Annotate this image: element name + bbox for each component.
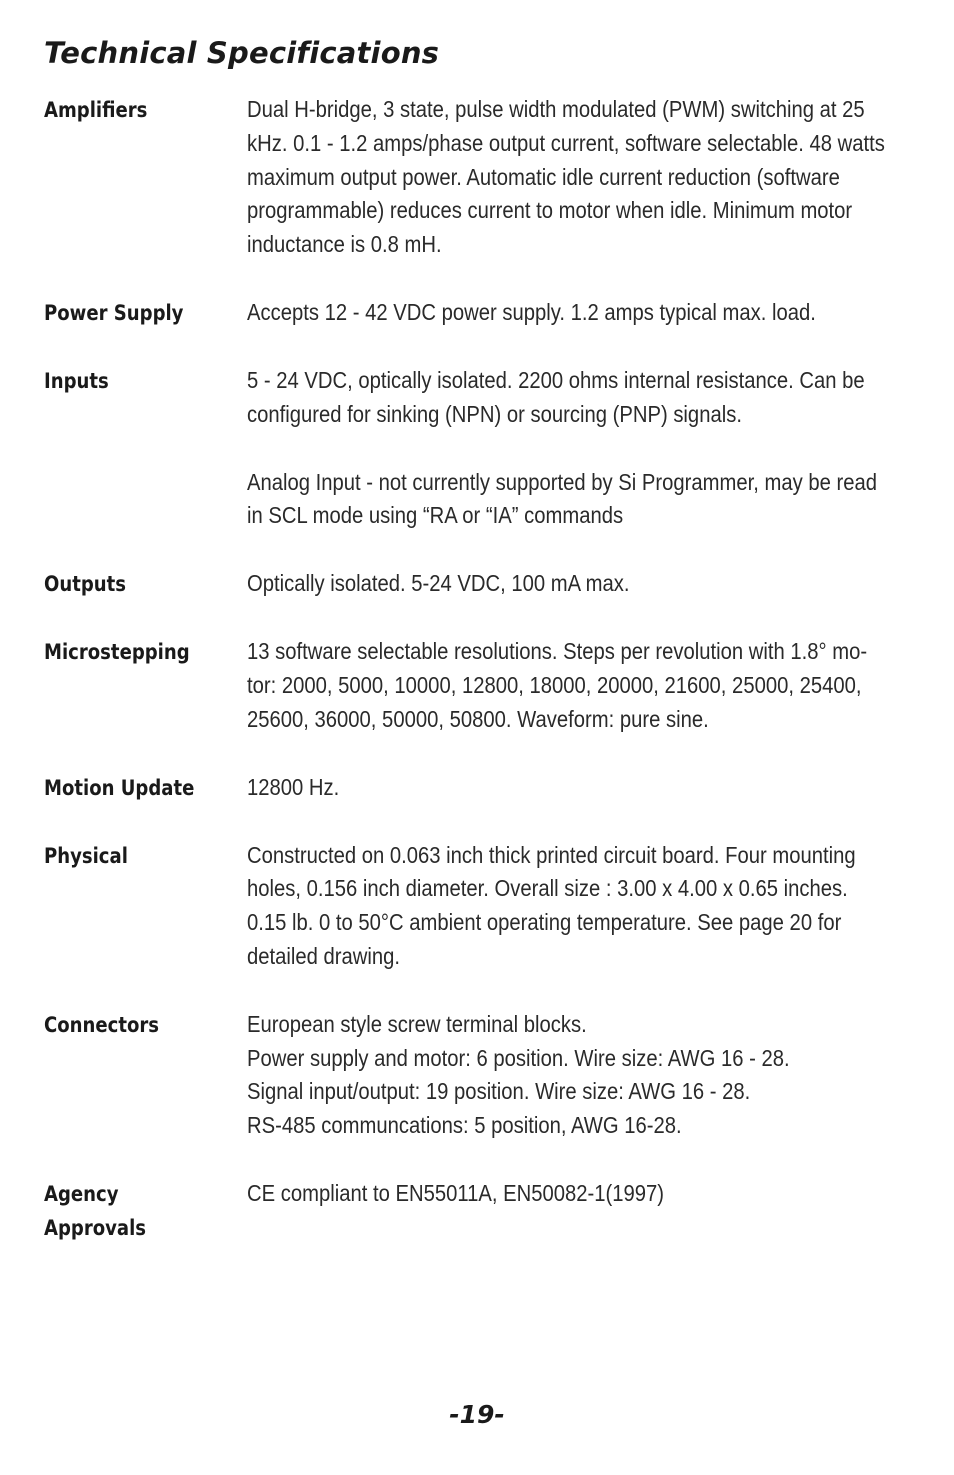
spec-text-line: Analog Input - not currently supported by Si Programmer, may be read [247, 468, 878, 495]
spec-description [247, 93, 924, 262]
spec-text-line: 25600, 36000, 50000, 50800. Waveform: pure sine. [247, 705, 709, 732]
spec-label [44, 1177, 219, 1245]
spec-text-line: 12800 Hz. [247, 773, 340, 800]
spec-row [44, 364, 924, 533]
spec-text-line: kHz. 0.1 - 1.2 amps/phase output current, software selectable. 48 watts [247, 129, 885, 156]
spec-description [247, 635, 924, 736]
spec-label [44, 771, 219, 805]
spec-text-line: Dual H-bridge, 3 state, pulse width modulated (PWM) switching at 25 [247, 96, 865, 122]
spec-row [44, 771, 924, 805]
spec-text-line: Constructed on 0.063 inch thick printed circuit board. Four mounting [247, 841, 856, 868]
spec-text-line: Power supply and motor: 6 position. Wire size: AWG 16 - 28. [247, 1044, 790, 1071]
spec-paragraph [247, 1177, 916, 1211]
spec-text-line: RS-485 communcations: 5 position, AWG 16-28. [247, 1112, 682, 1139]
spec-row [44, 635, 924, 736]
spec-description [247, 839, 924, 974]
spec-label-line: Connectors [44, 1012, 160, 1037]
spec-row [44, 1008, 924, 1143]
spec-text-line: Accepts 12 - 42 VDC power supply. 1.2 amps typical max. load. [247, 298, 816, 325]
spec-label-line: Motion Update [44, 775, 195, 800]
spec-text-line: tor: 2000, 5000, 10000, 12800, 18000, 20000, 21600, 25000, 25400, [247, 671, 862, 698]
spec-text-line: Signal input/output: 19 position. Wire size: AWG 16 - 28. [247, 1078, 751, 1105]
spec-paragraph [247, 567, 916, 601]
spec-text-line: detailed drawing. [247, 942, 401, 969]
spec-text-line: Optically isolated. 5-24 VDC, 100 mA max. [247, 570, 630, 597]
spec-label-line: Physical [44, 843, 128, 868]
spec-text-line: European style screw terminal blocks. [247, 1010, 587, 1037]
spec-label-line: Inputs [44, 368, 109, 393]
spec-label [44, 1008, 219, 1042]
spec-paragraph [247, 364, 916, 432]
spec-text-line: 5 - 24 VDC, optically isolated. 2200 ohms internal resistance. Can be [247, 366, 865, 393]
spec-text-line: configured for sinking (NPN) or sourcing (PNP) signals. [247, 400, 742, 427]
page-number: -19- [449, 1400, 505, 1429]
spec-paragraph [247, 296, 916, 330]
spec-label [44, 93, 219, 127]
spec-description [247, 364, 924, 533]
spec-paragraph [247, 771, 916, 805]
spec-text-line: in SCL mode using “RA or “IA” commands [247, 502, 624, 529]
spec-text-line: CE compliant to EN55011A, EN50082-1(1997) [247, 1179, 665, 1206]
spec-paragraph [247, 1008, 916, 1143]
spec-text-line: programmable) reduces current to motor when idle. Minimum motor [247, 197, 853, 224]
spec-paragraph [247, 635, 916, 736]
spec-description [247, 296, 924, 330]
spec-text-line: maximum output power. Automatic idle current reduction (software [247, 163, 840, 190]
spec-label-line: Agency [44, 1181, 119, 1206]
spec-row [44, 839, 924, 974]
spec-label-line: Power Supply [44, 300, 184, 325]
page-title: Technical Specifications [44, 36, 440, 70]
spec-label-line: Outputs [44, 572, 127, 597]
spec-label [44, 296, 219, 330]
spec-description [247, 1008, 924, 1143]
spec-text-line: 0.15 lb. 0 to 50°C ambient operating temperature. See page 20 for [247, 909, 842, 936]
spec-text-line: holes, 0.156 inch diameter. Overall size : 3.00 x 4.00 x 0.65 inches. [247, 875, 848, 902]
spec-row [44, 1177, 924, 1245]
spec-description [247, 1177, 924, 1211]
spec-row [44, 567, 924, 601]
spec-label-line: Amplifiers [44, 98, 148, 122]
spec-paragraph [247, 839, 916, 974]
spec-text-line: inductance is 0.8 mH. [247, 231, 442, 258]
spec-label [44, 839, 219, 873]
spec-label-line: Approvals [44, 1215, 147, 1240]
spec-text-line: 13 software selectable resolutions. Steps per revolution with 1.8° mo- [247, 638, 868, 665]
spec-label [44, 635, 219, 669]
spec-paragraph [247, 466, 916, 534]
spec-row [44, 93, 924, 262]
spec-label [44, 364, 219, 398]
spec-row [44, 296, 924, 330]
spec-description [247, 771, 924, 805]
spec-table [44, 93, 924, 1279]
spec-description [247, 567, 924, 601]
spec-paragraph [247, 93, 916, 262]
spec-label-line: Microstepping [44, 640, 190, 665]
spec-label [44, 567, 219, 601]
